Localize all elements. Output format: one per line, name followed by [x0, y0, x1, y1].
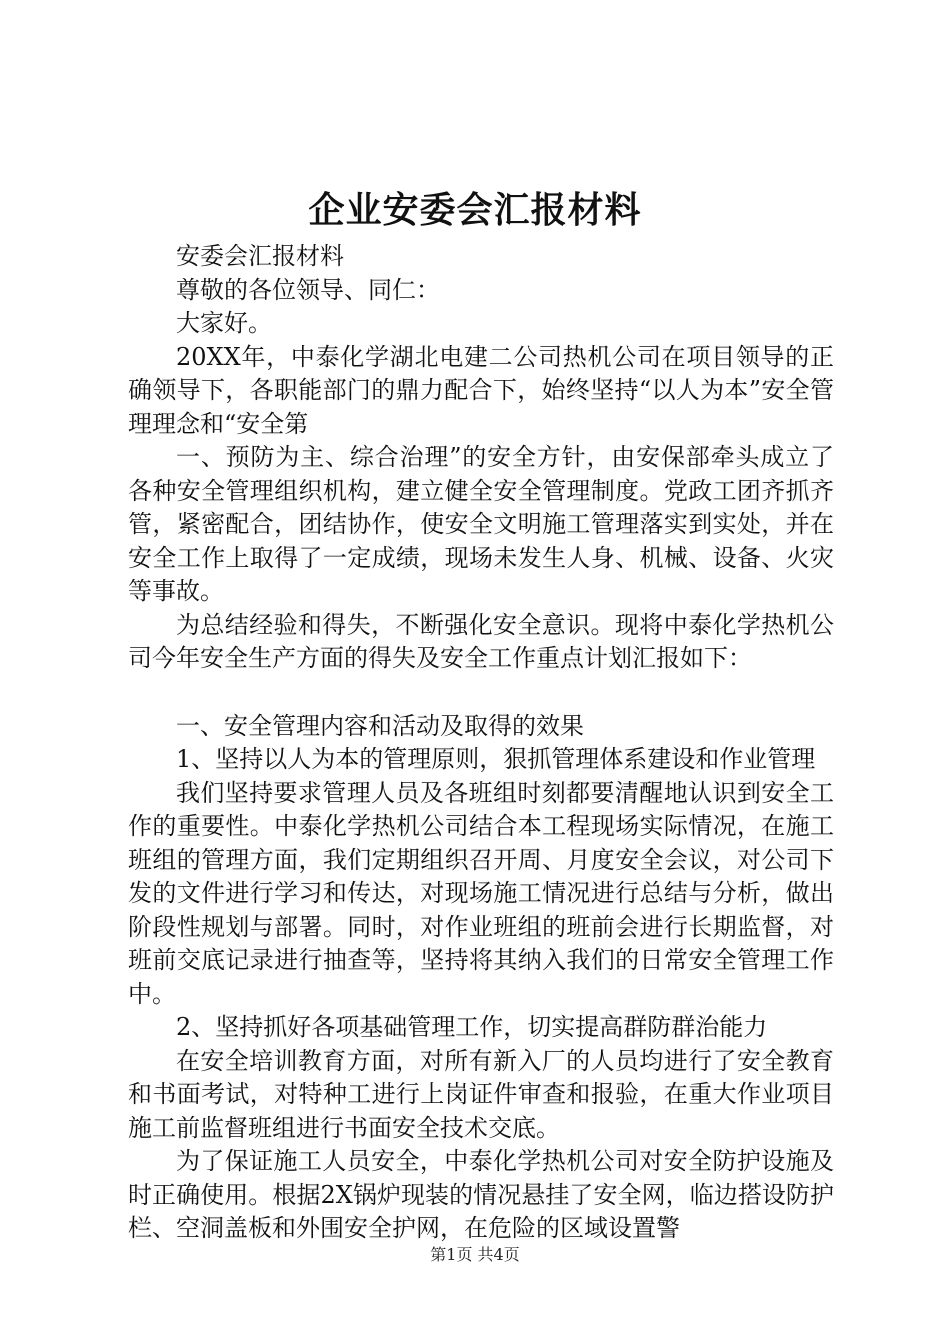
paragraph-training: 在安全培训教育方面，对所有新入厂的人员均进行了安全教育和书面考试，对特种工进行上岗证件审查和报验，在重大作业项目施工前监督班组进行书面安全技术交底。 — [128, 1046, 834, 1142]
paragraph-greeting: 大家好。 — [176, 309, 272, 337]
document-body — [128, 240, 834, 1246]
paragraph-salutation: 尊敬的各位领导、同仁： — [176, 275, 440, 304]
paragraph-summary: 为总结经验和得失，不断强化安全意识。现将中泰化学热机公司今年安全生产方面的得失及安全工作重点计划汇报如下： — [128, 610, 834, 672]
subsection-heading-2: 2、坚持抓好各项基础管理工作，切实提高群防群治能力 — [176, 1013, 768, 1041]
paragraph-management: 我们坚持要求管理人员及各班组时刻都要清醒地认识到安全工作的重要性。中泰化学热机公司结合本工程现场实际情况，在施工班组的管理方面，我们定期组织召开周、月度安全会议，对公司下发的文件进行学习和传达，对现场施工情况进行总结与分析，做出阶段性规划与部署。同时，对作业班组的班前会进行长期监督，对班前交底记录进行抽查等，坚持将其纳入我们的日常安全管理工作中。 — [128, 778, 834, 1008]
subsection-heading-1: 1、坚持以人为本的管理原则，狠抓管理体系建设和作业管理 — [176, 745, 816, 773]
paragraph-protection: 为了保证施工人员安全，中泰化学热机公司对安全防护设施及时正确使用。根据2X锅炉现装的情况悬挂了安全网，临边搭设防护栏、空洞盖板和外围安全护网，在危险的区域设置警 — [128, 1147, 834, 1242]
paragraph-intro: 20XX年，中泰化学湖北电建二公司热机公司在项目领导的正确领导下，各职能部门的鼎力配合下，始终坚持“以人为本”安全管理理念和“安全第 — [128, 342, 834, 438]
paragraph-subtitle: 安委会汇报材料 — [176, 242, 344, 270]
section-heading-1: 一、安全管理内容和活动及取得的效果 — [176, 711, 584, 740]
page-number: 第1页 共4页 — [430, 1245, 520, 1264]
paragraph-policy: 一、预防为主、综合治理”的安全方针，由安保部牵头成立了各种安全管理组织机构，建立健全安全管理制度。党政工团齐抓齐管，紧密配合，团结协作，使安全文明施工管理落实到实处，并在安全工作上取得了一定成绩，现场未发生人身、机械、设备、火灾等事故。 — [128, 443, 834, 605]
document-title: 企业安委会汇报材料 — [308, 189, 642, 231]
